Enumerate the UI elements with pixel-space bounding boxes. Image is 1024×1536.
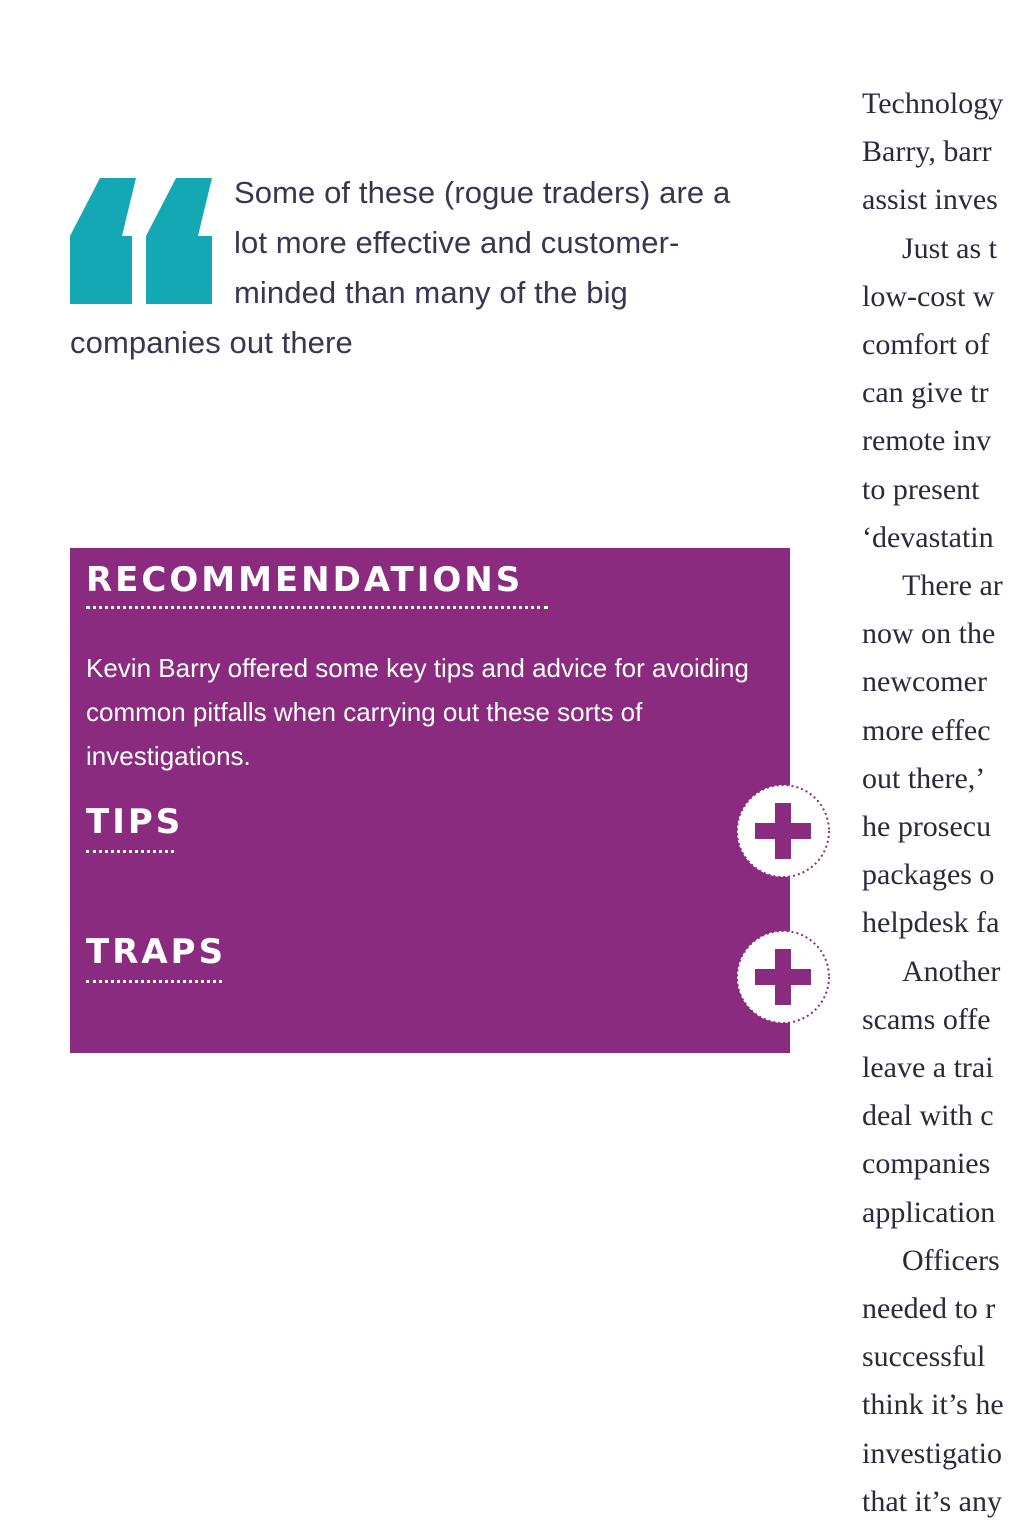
article-line: assist inves <box>862 183 998 217</box>
article-line: investigatio <box>862 1436 1002 1470</box>
article-line: companies <box>862 1147 991 1181</box>
article-body-column <box>862 80 1024 1536</box>
tips-underline <box>86 850 174 853</box>
article-line: Technology <box>862 87 1004 120</box>
article-line: Just as t <box>902 231 998 265</box>
article-line: helpdesk fa <box>862 906 1000 940</box>
article-line: he prosecu <box>862 810 992 843</box>
title-underline <box>86 606 548 609</box>
quotation-mark-icon <box>70 178 212 304</box>
recommendations-box <box>70 548 790 1053</box>
article-line: deal with c <box>862 1099 994 1133</box>
article-line: to present <box>862 472 980 506</box>
plus-icon <box>735 929 831 1025</box>
article-line: more effec <box>862 713 991 747</box>
article-line: that it’s any <box>862 1484 1002 1518</box>
article-line: can give tr <box>862 376 989 410</box>
article-line: application <box>862 1195 996 1229</box>
article-line: remote inv <box>862 424 992 458</box>
recommendations-intro: Kevin Barry offered some key tips and advice for avoiding common pitfalls when carrying out these sorts of investigations. <box>86 653 749 771</box>
article-line: Another <box>902 954 1001 988</box>
article-line: low-cost w <box>862 279 995 313</box>
article-line: newcomer <box>862 665 987 699</box>
article-line: think it’s he <box>862 1388 1004 1422</box>
plus-icon <box>735 783 831 879</box>
traps-heading[interactable]: TRAPS <box>86 932 227 972</box>
article-line: Officers <box>902 1243 1000 1277</box>
article-line: comfort of <box>862 328 990 361</box>
article-line: packages o <box>862 858 995 892</box>
traps-underline <box>86 980 222 983</box>
article-line: leave a trai <box>862 1051 994 1084</box>
article-line: There ar <box>902 569 1003 602</box>
article-line: ‘devastatin <box>862 520 994 554</box>
quote-mark-left <box>70 178 136 304</box>
article-line: out there,’ <box>862 761 986 795</box>
traps-expand-button[interactable] <box>735 929 831 1025</box>
recommendations-title: RECOMMENDATIONS <box>86 560 524 600</box>
quote-mark-right <box>146 178 212 304</box>
article-line: now on the <box>862 617 996 651</box>
pull-quote-text: Some of these (rogue traders) are a lot more effective and customer-minded than many of the big companies out there <box>70 175 731 360</box>
article-line: needed to r <box>862 1292 996 1325</box>
article-line: scams offe <box>862 1002 991 1036</box>
tips-expand-button[interactable] <box>735 783 831 879</box>
pull-quote <box>70 168 770 368</box>
tips-heading[interactable]: TIPS <box>86 802 184 842</box>
article-line: successful <box>862 1340 986 1374</box>
article-line: Barry, barr <box>862 135 992 169</box>
